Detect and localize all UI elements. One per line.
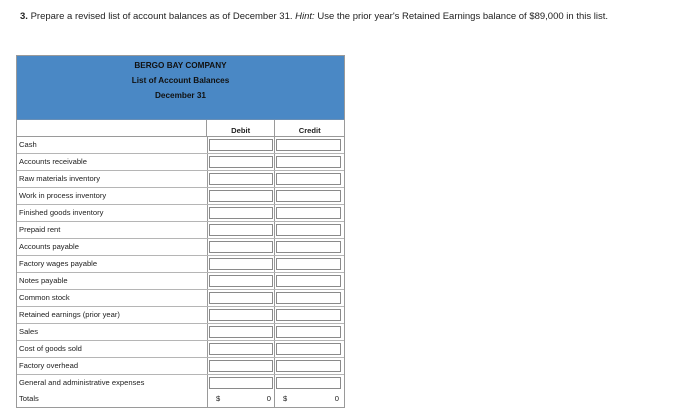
debit-amount-input[interactable] bbox=[209, 275, 273, 287]
debit-cell bbox=[207, 154, 274, 170]
debit-cell bbox=[207, 256, 274, 272]
credit-amount-input[interactable] bbox=[276, 258, 341, 270]
credit-amount-input[interactable] bbox=[276, 343, 341, 355]
debit-total-currency: $ bbox=[216, 394, 221, 403]
credit-cell bbox=[274, 375, 342, 391]
account-label: Retained earnings (prior year) bbox=[19, 310, 120, 319]
instructions bbox=[20, 11, 680, 23]
account-row bbox=[17, 273, 344, 290]
account-row bbox=[17, 375, 344, 391]
credit-total-value: 0 bbox=[334, 394, 339, 403]
debit-amount-input[interactable] bbox=[209, 326, 273, 338]
credit-cell bbox=[274, 171, 342, 187]
credit-cell bbox=[274, 307, 342, 323]
credit-total-cell bbox=[274, 391, 342, 407]
account-label: Sales bbox=[19, 327, 38, 336]
debit-column-header: Debit bbox=[206, 120, 275, 136]
credit-amount-input[interactable] bbox=[276, 190, 341, 202]
account-row bbox=[17, 256, 344, 273]
company-name: BERGO BAY COMPANY bbox=[134, 61, 227, 70]
credit-cell bbox=[274, 273, 342, 289]
account-label: Factory wages payable bbox=[19, 259, 98, 268]
account-row bbox=[17, 154, 344, 171]
account-row bbox=[17, 341, 344, 358]
credit-cell bbox=[274, 154, 342, 170]
debit-total-cell bbox=[207, 391, 274, 407]
account-label: Cash bbox=[19, 140, 37, 149]
account-label: Cost of goods sold bbox=[19, 344, 82, 353]
debit-amount-input[interactable] bbox=[209, 207, 273, 219]
credit-amount-input[interactable] bbox=[276, 377, 341, 389]
debit-cell bbox=[207, 137, 274, 153]
credit-cell bbox=[274, 205, 342, 221]
credit-amount-input[interactable] bbox=[276, 292, 341, 304]
account-row bbox=[17, 239, 344, 256]
credit-cell bbox=[274, 358, 342, 374]
account-balances-worksheet bbox=[16, 55, 345, 408]
account-label: Notes payable bbox=[19, 276, 68, 285]
account-label: Work in process inventory bbox=[19, 191, 107, 200]
account-row bbox=[17, 222, 344, 239]
debit-amount-input[interactable] bbox=[209, 224, 273, 236]
debit-cell bbox=[207, 171, 274, 187]
debit-total-value: 0 bbox=[266, 394, 271, 403]
column-headers bbox=[17, 120, 344, 137]
account-rows bbox=[17, 137, 344, 391]
worksheet-date: December 31 bbox=[155, 91, 206, 100]
debit-cell bbox=[207, 273, 274, 289]
account-row bbox=[17, 307, 344, 324]
debit-cell bbox=[207, 222, 274, 238]
account-label: Accounts receivable bbox=[19, 157, 87, 166]
credit-amount-input[interactable] bbox=[276, 207, 341, 219]
debit-amount-input[interactable] bbox=[209, 292, 273, 304]
account-row bbox=[17, 188, 344, 205]
credit-amount-input[interactable] bbox=[276, 275, 341, 287]
debit-cell bbox=[207, 358, 274, 374]
credit-cell bbox=[274, 290, 342, 306]
debit-cell bbox=[207, 324, 274, 340]
totals-label: Totals bbox=[19, 394, 39, 403]
debit-cell bbox=[207, 188, 274, 204]
debit-amount-input[interactable] bbox=[209, 190, 273, 202]
worksheet-title: List of Account Balances bbox=[131, 76, 230, 85]
hint-label: Hint: bbox=[295, 11, 315, 22]
credit-cell bbox=[274, 324, 342, 340]
credit-amount-input[interactable] bbox=[276, 224, 341, 236]
debit-amount-input[interactable] bbox=[209, 139, 273, 151]
credit-cell bbox=[274, 222, 342, 238]
credit-amount-input[interactable] bbox=[276, 156, 341, 168]
credit-cell bbox=[274, 341, 342, 357]
debit-cell bbox=[207, 290, 274, 306]
credit-amount-input[interactable] bbox=[276, 241, 341, 253]
credit-cell bbox=[274, 188, 342, 204]
credit-amount-input[interactable] bbox=[276, 309, 341, 321]
credit-total-currency: $ bbox=[283, 394, 288, 403]
worksheet-header bbox=[17, 56, 344, 120]
debit-cell bbox=[207, 307, 274, 323]
account-row bbox=[17, 137, 344, 154]
debit-cell bbox=[207, 341, 274, 357]
credit-column-header: Credit bbox=[274, 120, 344, 136]
question-text: Prepare a revised list of account balances as of December 31. bbox=[30, 11, 293, 22]
credit-cell bbox=[274, 239, 342, 255]
account-row bbox=[17, 290, 344, 307]
debit-amount-input[interactable] bbox=[209, 309, 273, 321]
credit-amount-input[interactable] bbox=[276, 326, 341, 338]
credit-amount-input[interactable] bbox=[276, 360, 341, 372]
debit-cell bbox=[207, 375, 274, 391]
account-label: Factory overhead bbox=[19, 361, 79, 370]
account-row bbox=[17, 205, 344, 222]
debit-amount-input[interactable] bbox=[209, 173, 273, 185]
debit-amount-input[interactable] bbox=[209, 343, 273, 355]
account-row bbox=[17, 358, 344, 375]
account-row bbox=[17, 171, 344, 188]
account-label: Finished goods inventory bbox=[19, 208, 104, 217]
credit-amount-input[interactable] bbox=[276, 139, 341, 151]
question-number: 3. bbox=[20, 11, 28, 22]
account-label: Prepaid rent bbox=[19, 225, 61, 234]
account-label: Accounts payable bbox=[19, 242, 79, 251]
debit-cell bbox=[207, 239, 274, 255]
debit-amount-input[interactable] bbox=[209, 241, 273, 253]
totals-row bbox=[17, 391, 344, 407]
account-label: General and administrative expenses bbox=[19, 378, 145, 387]
debit-amount-input[interactable] bbox=[209, 377, 273, 389]
credit-cell bbox=[274, 256, 342, 272]
debit-amount-input[interactable] bbox=[209, 360, 273, 372]
debit-amount-input[interactable] bbox=[209, 156, 273, 168]
hint-text: Use the prior year's Retained Earnings balance of $89,000 in this list. bbox=[317, 11, 609, 22]
credit-amount-input[interactable] bbox=[276, 173, 341, 185]
debit-amount-input[interactable] bbox=[209, 258, 273, 270]
account-row bbox=[17, 324, 344, 341]
label-column-header bbox=[17, 120, 206, 136]
account-label: Common stock bbox=[19, 293, 70, 302]
account-label: Raw materials inventory bbox=[19, 174, 101, 183]
debit-cell bbox=[207, 205, 274, 221]
credit-cell bbox=[274, 137, 342, 153]
